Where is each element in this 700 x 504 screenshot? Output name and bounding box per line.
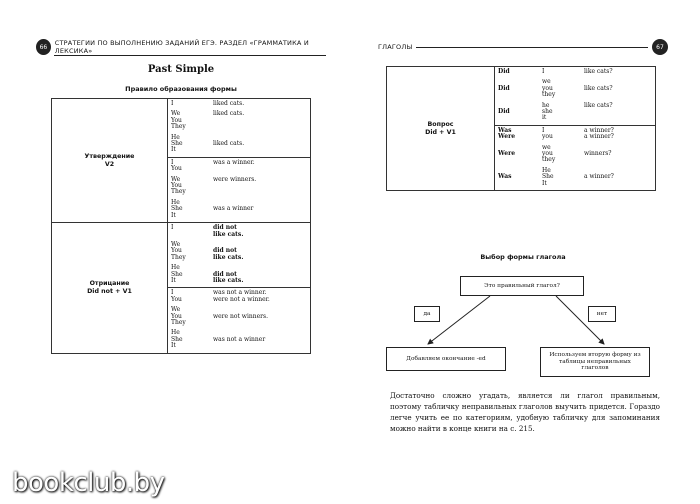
list-item: We You They were not winners. xyxy=(171,306,268,326)
list-item: We You They liked cats. xyxy=(171,110,245,131)
list-item: We You They did not like cats. xyxy=(171,240,244,261)
list-item: He She It was a winner xyxy=(171,198,254,219)
irregular-verb-box: Используем вторую форму из таблицы неправильных глаголов xyxy=(540,347,650,377)
list-item: Did we you they like cats? xyxy=(498,78,613,99)
list-item: I You was a winner. xyxy=(171,158,255,173)
list-item: Were we you they winners? xyxy=(498,143,612,164)
regular-verb-box: Добавляем окончание -ed xyxy=(386,347,506,371)
table-title: Правило образования формы xyxy=(125,85,237,93)
running-header: ГЛАГОЛЫ xyxy=(378,43,413,51)
right-page xyxy=(378,38,668,472)
affirmative-row xyxy=(52,99,311,223)
affirmative-forms xyxy=(168,99,311,223)
affirmative-label: Утверждение V2 xyxy=(52,99,168,223)
negative-label: Отрицание Did not + V1 xyxy=(52,223,168,354)
list-item: I liked cats. xyxy=(171,100,245,107)
no-box: нет xyxy=(588,306,616,322)
page-number: 66 xyxy=(39,43,48,51)
diagram-title: Выбор формы глагола xyxy=(480,253,566,261)
list-item: He She It liked cats. xyxy=(171,133,245,154)
past-simple-table xyxy=(51,98,311,354)
left-page xyxy=(36,38,326,472)
negative-forms xyxy=(168,223,311,354)
page-number: 67 xyxy=(656,43,664,51)
left-page-header xyxy=(36,38,326,56)
explanation-paragraph: Достаточно сложно угадать, является ли глагол правильным, поэтому табличку неправильных глаголов выучить придется. Гораздо легче учить ее по категориям, удобную табличку для запоминания можно найти в конце книги на с. 215. xyxy=(390,391,660,433)
watermark: bookclub.by xyxy=(12,468,165,498)
list-item: He She It was not a winner xyxy=(171,329,266,350)
page-number-badge xyxy=(36,39,51,55)
negative-row xyxy=(52,223,311,354)
list-item: Did he she it like cats? xyxy=(498,101,613,122)
list-item: Did I like cats? xyxy=(498,68,613,75)
question-label: Вопрос Did + V1 xyxy=(387,67,495,191)
question-box: Это правильный глагол? xyxy=(460,276,584,296)
header-rule xyxy=(54,55,326,56)
list-item: I did not like cats. xyxy=(171,224,244,238)
yes-box: да xyxy=(414,306,440,322)
section-title: Past Simple xyxy=(147,64,215,75)
list-item: He She It did not like cats. xyxy=(171,264,244,284)
list-item: We You They were winners. xyxy=(171,175,257,196)
list-item: Was He She It a winner? xyxy=(498,166,614,187)
running-header: СТРАТЕГИИ ПО ВЫПОЛНЕНИЮ ЗАДАНИЙ ЕГЭ. РАЗДЕЛ «ГРАММАТИКА И ЛЕКСИКА» xyxy=(54,39,309,55)
list-item: I You was not a winner. were not a winner. xyxy=(171,289,270,303)
list-item: Was Were I you a winner? a winner? xyxy=(498,126,614,141)
